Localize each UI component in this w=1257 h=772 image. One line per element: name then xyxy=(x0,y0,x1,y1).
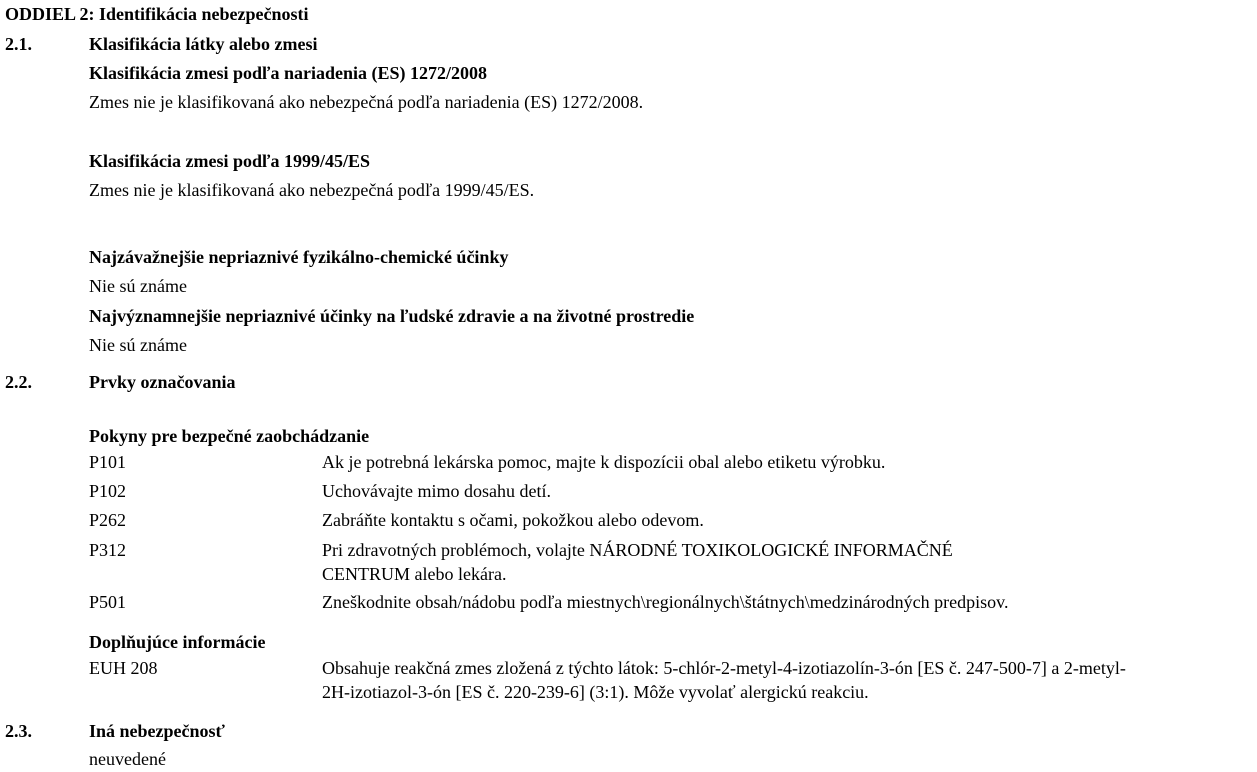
precaution-text: Zneškodnite obsah/nádobu podľa miestnych\regionálnych\štátnych\medzinárodných predpisov. xyxy=(322,592,1009,612)
subsection-title-2-3: Iná nebezpečnosť xyxy=(89,721,225,741)
subsection-number-2-3: 2.3. xyxy=(5,721,32,741)
precaution-code: P312 xyxy=(89,540,127,560)
clp-classification-heading: Klasifikácia zmesi podľa nariadenia (ES) 1272/2008 xyxy=(89,63,487,83)
precautions-heading: Pokyny pre bezpečné zaobchádzanie xyxy=(89,426,370,446)
health-env-effects-text: Nie sú známe xyxy=(89,335,187,355)
dpd-classification-text: Zmes nie je klasifikovaná ako nebezpečná podľa 1999/45/ES. xyxy=(89,180,535,200)
precaution-text: Zabráňte kontaktu s očami, pokožkou alebo odevom. xyxy=(322,510,704,530)
phys-chem-effects-heading: Najzávažnejšie nepriaznivé fyzikálno-chemické účinky xyxy=(89,247,509,267)
precaution-text-line1: Pri zdravotných problémoch, volajte NÁRODNÉ TOXIKOLOGICKÉ INFORMAČNÉ xyxy=(322,540,953,560)
supplementary-text-line1: Obsahuje reakčná zmes zložená z týchto látok: 5-chlór-2-metyl-4-izotiazolín-3-ón [ES č. 247-500-7] a 2-metyl- xyxy=(322,658,1126,678)
clp-classification-text: Zmes nie je klasifikovaná ako nebezpečná podľa nariadenia (ES) 1272/2008. xyxy=(89,92,644,112)
precaution-text-line2: CENTRUM alebo lekára. xyxy=(322,564,507,584)
supplementary-code: EUH 208 xyxy=(89,658,158,678)
subsection-title-2-1: Klasifikácia látky alebo zmesi xyxy=(89,34,318,54)
supplementary-info-heading: Doplňujúce informácie xyxy=(89,632,266,652)
precaution-code: P262 xyxy=(89,510,127,530)
dpd-classification-heading: Klasifikácia zmesi podľa 1999/45/ES xyxy=(89,151,370,171)
precaution-text: Ak je potrebná lekárska pomoc, majte k dispozícii obal alebo etiketu výrobku. xyxy=(322,452,886,472)
precaution-code: P501 xyxy=(89,592,127,612)
section-title: ODDIEL 2: Identifikácia nebezpečnosti xyxy=(5,4,309,24)
precaution-text: Uchovávajte mimo dosahu detí. xyxy=(322,481,551,501)
phys-chem-effects-text: Nie sú známe xyxy=(89,276,187,296)
precaution-code: P102 xyxy=(89,481,127,501)
precaution-code: P101 xyxy=(89,452,127,472)
subsection-number-2-1: 2.1. xyxy=(5,34,32,54)
subsection-title-2-2: Prvky označovania xyxy=(89,372,236,392)
health-env-effects-heading: Najvýznamnejšie nepriaznivé účinky na ľudské zdravie a na životné prostredie xyxy=(89,306,695,326)
other-hazards-text: neuvedené xyxy=(89,749,166,769)
subsection-number-2-2: 2.2. xyxy=(5,372,32,392)
supplementary-text-line2: 2H-izotiazol-3-ón [ES č. 220-239-6] (3:1). Môže vyvolať alergickú reakciu. xyxy=(322,682,869,702)
